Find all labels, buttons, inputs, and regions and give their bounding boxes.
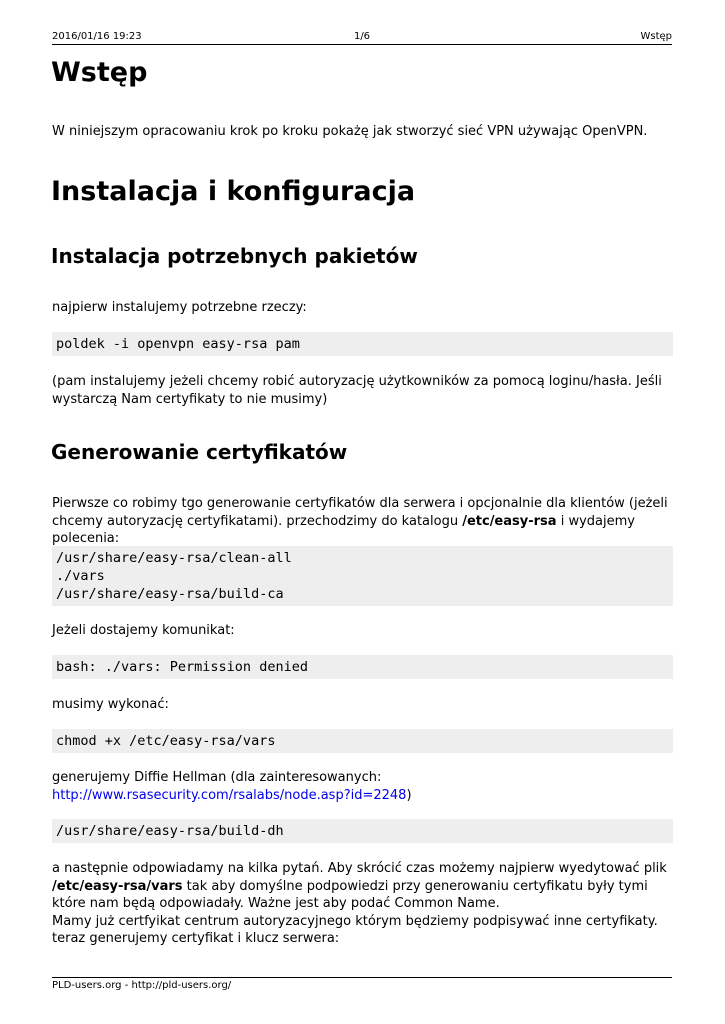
path-etc-easy-rsa: /etc/easy-rsa [462,513,557,529]
header-section: Wstęp [640,31,672,42]
paragraph-intro: W niniejszym opracowaniu krok po kroku pokażę jak stworzyć sieć VPN używając OpenVPN. [52,124,648,139]
header-datetime: 2016/01/16 19:23 [52,31,142,42]
ca-done-text: Mamy już certfyikat centrum autoryzacyjnego którym będziemy podpisywać inne certyfikaty. teraz generujemy certyfikat i klucz serwera: [52,913,658,947]
heading-install-config: Instalacja i konfiguracja [51,176,416,207]
gen-intro-text-b: i wydajemy polecenia: [52,513,635,547]
paragraph-pam-note: (pam instalujemy jeżeli chcemy robić autoryzację użytkowników za pomocą loginu/hasła. Jeśli wystarczą Nam certyfikaty to nie musimy) [52,374,662,407]
rsasecurity-link[interactable]: http://www.rsasecurity.com/rsalabs/node.asp?id=2248 [52,787,407,803]
footer-rule [52,977,672,978]
code-block-poldek: poldek -i openvpn easy-rsa pam [52,332,673,356]
code-block-chmod: chmod +x /etc/easy-rsa/vars [52,729,673,753]
heading-gen-certs: Generowanie certyfikatów [51,440,348,464]
paragraph-answer-questions [52,860,677,948]
header-page-number: 1/6 [353,31,371,42]
paragraph-install-first: najpierw instalujemy potrzebne rzeczy: [52,300,307,315]
dh-text-b: ) [406,787,412,803]
page-footer: PLD-users.org - http://pld-users.org/ [52,980,232,991]
paragraph-gen-intro [52,495,677,548]
answer-text-b: tak aby domyślne podpowiedzi przy generowaniu certyfikatu były tymi które nam będą odpowiadały. Ważne jest aby podać Common Name. [52,878,648,912]
code-block-easy-rsa: /usr/share/easy-rsa/clean-all ./vars /usr/share/easy-rsa/build-ca [52,546,673,606]
heading-install-packages: Instalacja potrzebnych pakietów [51,244,418,268]
gen-intro-text-a: Pierwsze co robimy tgo generowanie certyfikatów dla serwera i opcjonalnie dla klientów (jeżeli chcemy autoryzację certyfikatami). przechodzimy do katalogu [52,496,668,529]
paragraph-must-do: musimy wykonać: [52,697,169,712]
path-etc-easy-rsa-vars: /etc/easy-rsa/vars [52,878,183,894]
page-header [52,31,672,45]
answer-text-a: a następnie odpowiadamy na kilka pytań. Aby skrócić czas możemy najpierw wyedytować plik [52,861,667,876]
header-rule [52,44,672,45]
paragraph-if-message: Jeżeli dostajemy komunikat: [52,623,235,638]
heading-intro: Wstęp [51,57,148,88]
paragraph-diffie-hellman [52,769,677,804]
dh-text-a: generujemy Diffie Hellman (dla zainteresowanych: [52,770,382,785]
code-block-build-dh: /usr/share/easy-rsa/build-dh [52,819,673,843]
code-block-permission-denied: bash: ./vars: Permission denied [52,655,673,679]
